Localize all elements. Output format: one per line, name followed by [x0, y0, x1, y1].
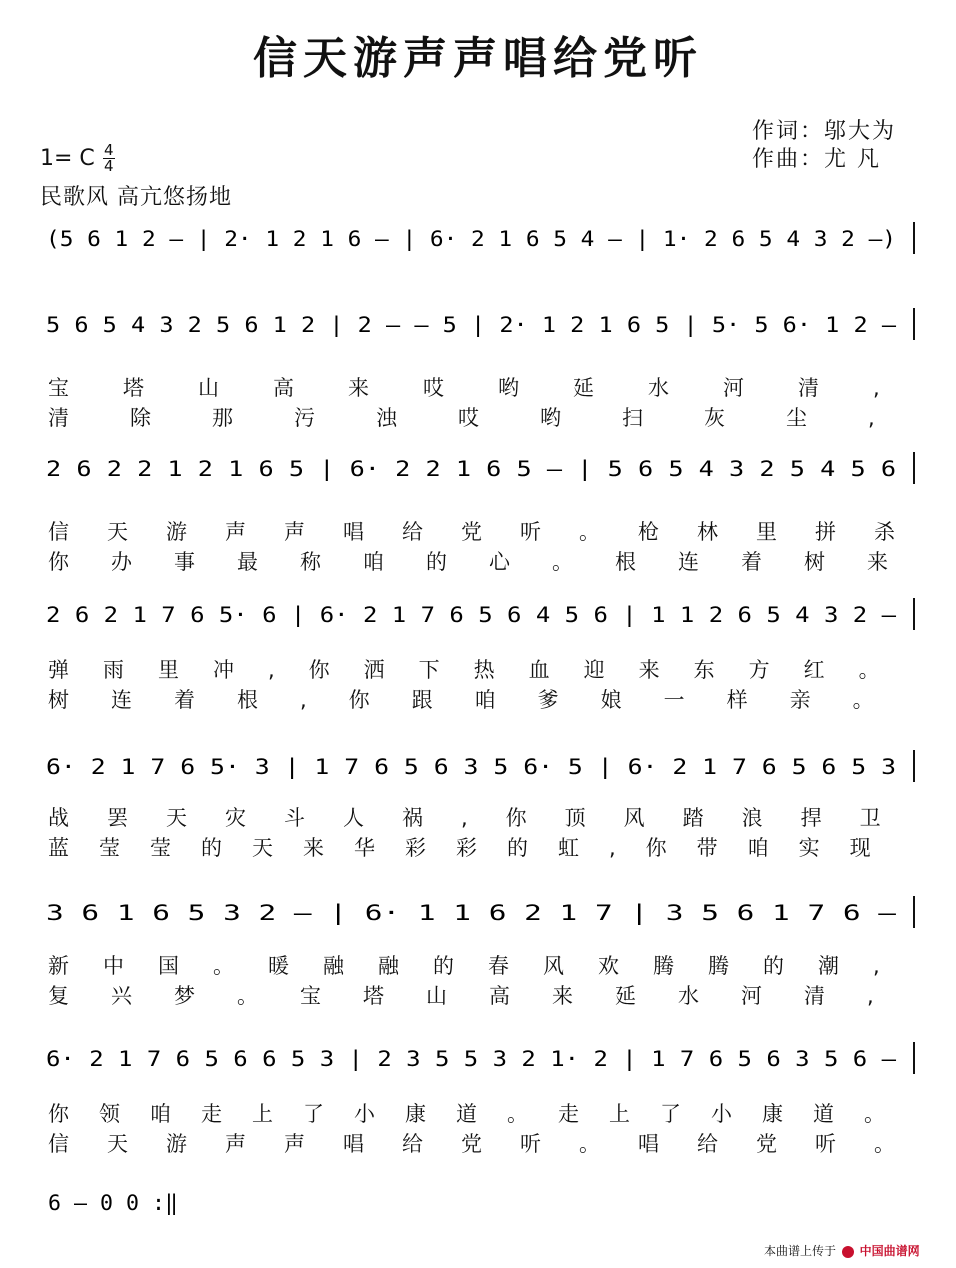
- lyric-verse-2: 蓝莹莹的天来华彩彩的虹,你带咱实现: [48, 836, 901, 860]
- notation-line: [0, 444, 956, 494]
- lyric-verse-2: 复兴梦。宝塔山高来延水河清,: [48, 984, 916, 1008]
- notation-text: 6 – 0 0 :‖: [48, 1191, 175, 1215]
- lyricist-credit: 作词：邬大为: [752, 119, 897, 144]
- lyric-verse-1: 战罢天灾斗人祸,你顶风踏浪捍卫: [48, 806, 919, 830]
- notation-text: 6· 2 1 7 6 5 6 6 5 3 | 2 3 5 5 3 2 1· 2 | 1 7 6 5 6 3 5 6 –: [46, 1047, 792, 1071]
- notation-text: 2 6 2 1 7 6 5· 6 | 6· 2 1 7 6 5 6 4 5 6 | 1 1 2 6 5 4 3 2 –: [46, 603, 792, 627]
- site-logo-icon: [842, 1246, 854, 1258]
- lyric-verse-1: 信天游声声唱给党听。枪林里拼杀: [48, 520, 933, 544]
- time-signature: [103, 143, 115, 174]
- composer-credit: 作曲：尤 凡: [752, 147, 881, 172]
- site-name: 中国曲谱网: [859, 1244, 920, 1258]
- lyric-verse-1: 宝塔山高来哎哟延水河清,: [48, 376, 934, 400]
- notation-line: [0, 1178, 956, 1228]
- lyric-verse-2: 信天游声声唱给党听。唱给党听。: [48, 1132, 933, 1156]
- notation-line: [0, 1034, 956, 1084]
- footer-credit: [764, 1242, 920, 1259]
- lyric-verse-1: 新中国。暖融融的春风欢腾腾的潮,: [48, 954, 914, 978]
- notation-line: [0, 888, 956, 938]
- song-title: 信天游声声唱给党听: [253, 33, 703, 84]
- time-sig-bottom: 4: [104, 157, 114, 175]
- tempo-marking: 民歌风 高亢悠扬地: [40, 185, 232, 210]
- time-sig-top: 4: [104, 141, 114, 159]
- notation-text: 3 6 1 6 5 3 2 – | 6· 1 1 6 2 1 7 | 3 5 6 1 7 6 –: [46, 901, 653, 925]
- notation-line: [0, 300, 956, 350]
- notation-text: (5 6 1 2 – | 2· 1 2 1 6 – | 6· 2 1 6 5 4 – | 1· 2 6 5 4 3 2 –): [46, 227, 830, 251]
- notation-line: [0, 214, 956, 264]
- lyric-verse-2: 清除那污浊哎哟扫灰尘,: [48, 406, 936, 430]
- key-signature: [40, 143, 115, 174]
- lyric-verse-2: 你办事最称咱的心。根连着树来: [48, 550, 930, 574]
- notation-text: 6· 2 1 7 6 5· 3 | 1 7 6 5 6 3 5 6· 5 | 6· 2 1 7 6 5 6 5 3: [46, 755, 767, 779]
- notation-text: 5 6 5 4 3 2 5 6 1 2 | 2 – – 5 | 2· 1 2 1 6 5 | 5· 5 6· 1 2 –: [46, 313, 805, 337]
- key-label: 1= C: [40, 146, 95, 171]
- notation-line: [0, 742, 956, 792]
- lyric-verse-1: 你领咱走上了小康道。走上了小康道。: [48, 1102, 915, 1126]
- lyric-verse-1: 弹雨里冲,你洒下热血迎来东方红。: [48, 658, 914, 682]
- footer-text: 本曲谱上传于: [764, 1244, 837, 1258]
- notation-line: [0, 590, 956, 640]
- lyric-verse-2: 树连着根,你跟咱爹娘一样亲。: [48, 688, 916, 712]
- notation-text: 2 6 2 2 1 2 1 6 5 | 6· 2 2 1 6 5 – | 5 6 5 4 3 2 5 4 5 6: [46, 457, 755, 481]
